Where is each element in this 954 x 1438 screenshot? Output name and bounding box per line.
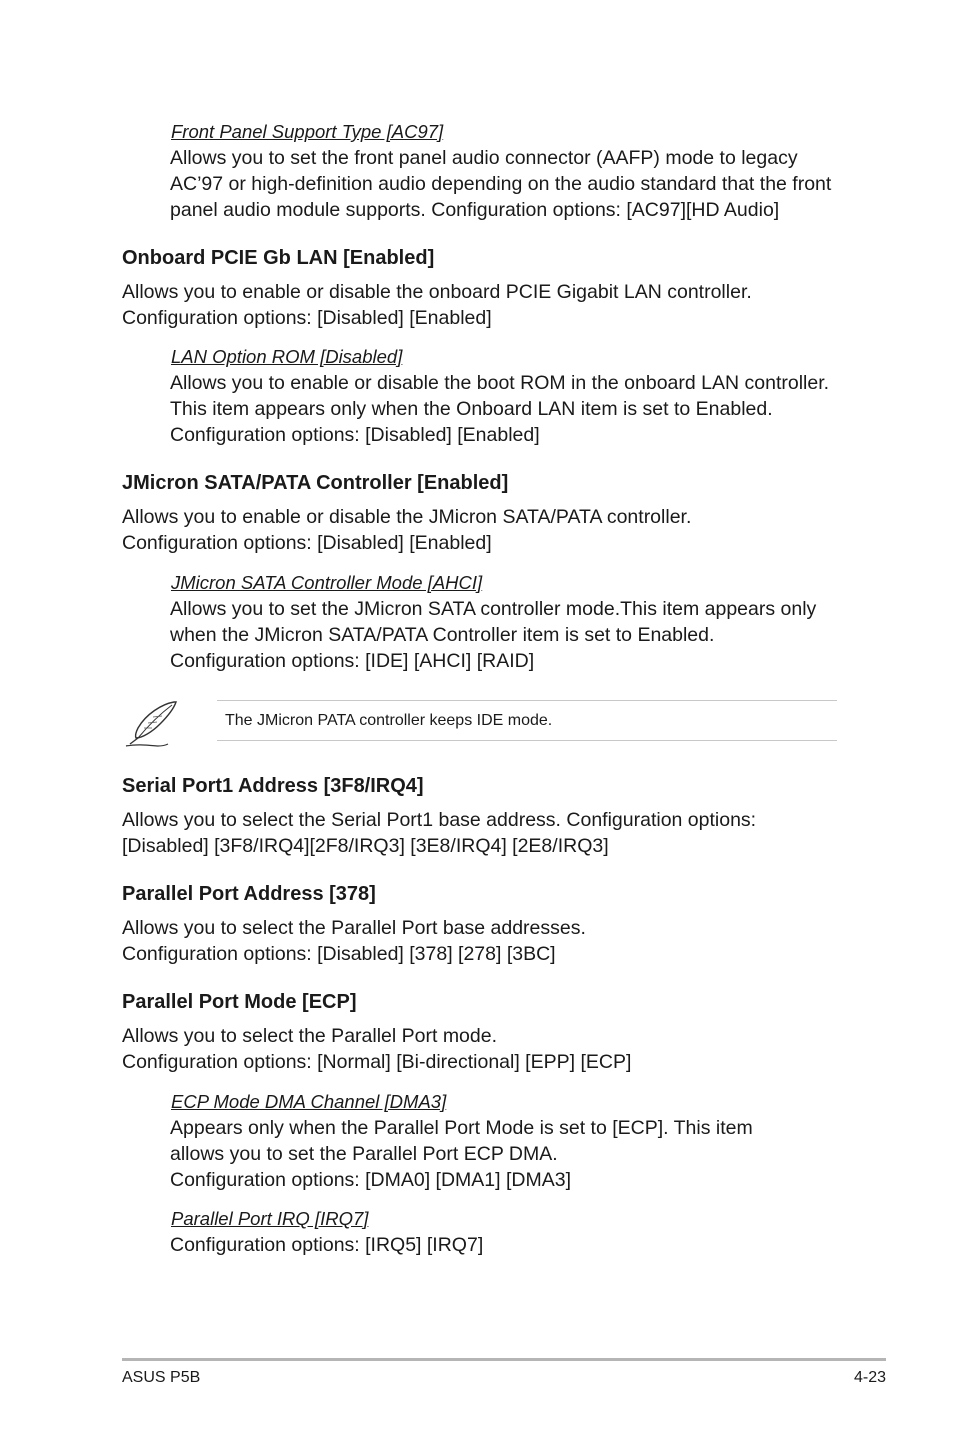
front-panel-desc-line-1: Allows you to set the front panel audio connector (AAFP) mode to legacy (170, 147, 798, 169)
feather-pen-icon (122, 698, 184, 750)
front-panel-desc-line-2: AC’97 or high-definition audio depending on the audio standard that the front (170, 173, 832, 195)
ecp-dma-desc-line-3: Configuration options: [DMA0] [DMA1] [DMA3] (170, 1169, 571, 1191)
serial-port-desc-line-2: [Disabled] [3F8/IRQ4][2F8/IRQ3] [3E8/IRQ4] [2E8/IRQ3] (122, 835, 609, 857)
note-bottom-rule (217, 740, 837, 741)
jmicron-controller-heading: JMicron SATA/PATA Controller [Enabled] (122, 472, 509, 494)
jmicron-mode-desc-line-3: Configuration options: [IDE] [AHCI] [RAID] (170, 650, 535, 672)
jmicron-controller-desc-line-1: Allows you to enable or disable the JMicron SATA/PATA controller. (122, 506, 692, 528)
parallel-address-desc-line-2: Configuration options: [Disabled] [378] [278] [3BC] (122, 943, 556, 965)
onboard-lan-desc-line-2: Configuration options: [Disabled] [Enabled] (122, 307, 492, 329)
note-text: The JMicron PATA controller keeps IDE mode. (225, 712, 553, 729)
ecp-dma-title: ECP Mode DMA Channel [DMA3] (171, 1091, 447, 1112)
parallel-mode-desc-line-1: Allows you to select the Parallel Port mode. (122, 1025, 498, 1047)
parallel-address-heading: Parallel Port Address [378] (122, 883, 376, 905)
parallel-irq-desc-line-1: Configuration options: [IRQ5] [IRQ7] (170, 1234, 484, 1256)
parallel-mode-heading: Parallel Port Mode [ECP] (122, 991, 357, 1013)
serial-port-desc-line-1: Allows you to select the Serial Port1 base address. Configuration options: (122, 809, 757, 831)
onboard-lan-heading: Onboard PCIE Gb LAN [Enabled] (122, 247, 435, 269)
jmicron-mode-title: JMicron SATA Controller Mode [AHCI] (171, 572, 483, 593)
footer-rule (122, 1358, 886, 1361)
lan-option-rom-desc-line-3: Configuration options: [Disabled] [Enabled] (170, 424, 540, 446)
jmicron-controller-desc-line-2: Configuration options: [Disabled] [Enabled] (122, 532, 492, 554)
ecp-dma-desc-line-2: allows you to set the Parallel Port ECP DMA. (170, 1143, 558, 1165)
parallel-mode-desc-line-2: Configuration options: [Normal] [Bi-directional] [EPP] [ECP] (122, 1051, 632, 1073)
front-panel-desc-line-3: panel audio module supports. Configuration options: [AC97][HD Audio] (170, 199, 780, 221)
serial-port-heading: Serial Port1 Address [3F8/IRQ4] (122, 775, 424, 797)
footer-product-name: ASUS P5B (122, 1369, 201, 1386)
onboard-lan-desc-line-1: Allows you to enable or disable the onboard PCIE Gigabit LAN controller. (122, 281, 752, 303)
lan-option-rom-desc-line-2: This item appears only when the Onboard LAN item is set to Enabled. (170, 398, 773, 420)
parallel-address-desc-line-1: Allows you to select the Parallel Port base addresses. (122, 917, 586, 939)
jmicron-mode-desc-line-2: when the JMicron SATA/PATA Controller item is set to Enabled. (170, 624, 715, 646)
parallel-irq-title: Parallel Port IRQ [IRQ7] (171, 1208, 369, 1229)
front-panel-support-title: Front Panel Support Type [AC97] (171, 121, 444, 142)
ecp-dma-desc-line-1: Appears only when the Parallel Port Mode is set to [ECP]. This item (170, 1117, 753, 1139)
lan-option-rom-desc-line-1: Allows you to enable or disable the boot ROM in the onboard LAN controller. (170, 372, 830, 394)
lan-option-rom-title: LAN Option ROM [Disabled] (171, 346, 403, 367)
footer-page-number: 4-23 (853, 1369, 886, 1386)
jmicron-mode-desc-line-1: Allows you to set the JMicron SATA controller mode.This item appears only (170, 598, 817, 620)
note-top-rule (217, 700, 837, 701)
